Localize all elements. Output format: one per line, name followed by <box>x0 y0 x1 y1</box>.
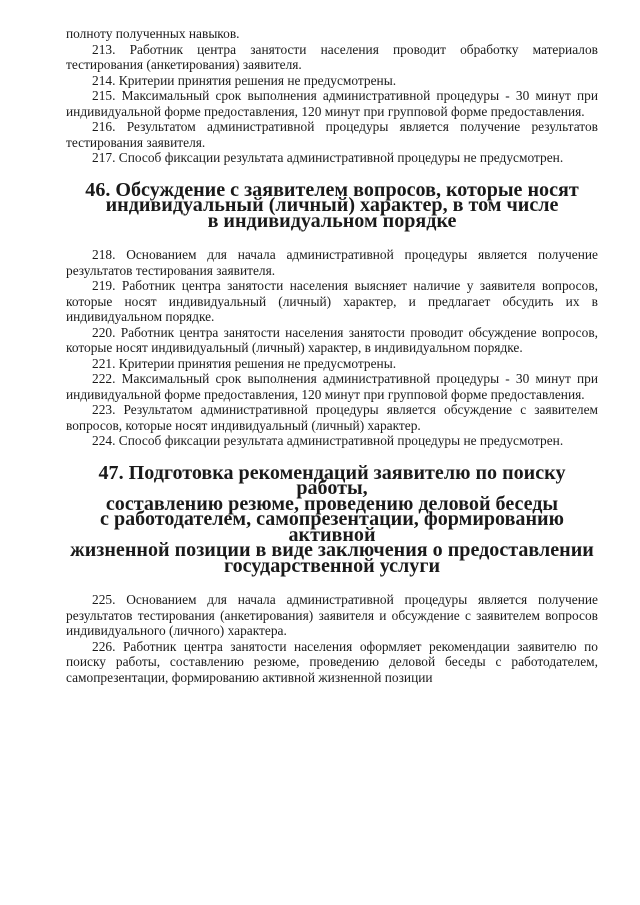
paragraph-220: 220. Работник центра занятости населения занятости проводит обсуждение вопросов, которые носят индивидуальный (личный) характер, в индивидуальном порядке. <box>66 324 598 355</box>
section-46-heading-line: в индивидуальном порядке <box>207 209 457 232</box>
paragraph-225: 225. Основанием для начала административной процедуры является получение результатов тестирования (анкетирования) заявителя и обсуждение с заявителем вопросов индивидуального (личного) характера. <box>66 592 598 638</box>
section-47-heading-line: 47. Подготовка рекомендаций заявителю по поиску работы, <box>98 461 566 499</box>
document-page <box>66 26 598 685</box>
paragraph-continuation: полноту полученных навыков. <box>66 26 240 41</box>
section-47-heading-line: государственной услуги <box>223 554 441 577</box>
paragraph-226: 226. Работник центра занятости населения оформляет рекомендации заявителю по поиску работы, составлению резюме, проведению деловой беседы с работодателем, самопрезентации, формированию активной жизненной позиции <box>66 638 598 685</box>
section-46-heading-line: индивидуальный (личный) характер, в том числе <box>105 194 559 216</box>
section-46-heading-line: 46. Обсуждение с заявителем вопросов, которые носят <box>85 178 579 201</box>
paragraph-221: 221. Критерии принятия решения не предусмотрены. <box>92 355 397 371</box>
paragraph-216: 216. Результатом административной процедуры является получение результатов тестирования заявителя. <box>66 119 598 150</box>
paragraph-219: 219. Работник центра занятости населения выясняет наличие у заявителя вопросов, которые носят индивидуальный (личный) характер, и предлагает обсудить их в индивидуальном порядке. <box>66 278 598 324</box>
section-47-heading-line: с работодателем, самопрезентации, формированию активной <box>100 508 564 546</box>
section-47-heading-line: составлению резюме, проведению деловой беседы <box>105 492 559 515</box>
paragraph-213: 213. Работник центра занятости населения проводит обработку материалов тестирования (анкетирования) заявителя. <box>66 41 598 72</box>
paragraph-218: 218. Основанием для начала административной процедуры является получение результатов тестирования заявителя. <box>66 247 598 278</box>
paragraph-217: 217. Способ фиксации результата административной процедуры не предусмотрен. <box>92 150 564 165</box>
section-46-heading <box>66 178 598 232</box>
section-47-heading-line: жизненной позиции в виде заключения о предоставлении <box>70 539 594 561</box>
paragraph-223: 223. Результатом административной процедуры является обсуждение с заявителем вопросов, которые носят индивидуальный (личный) характер. <box>66 402 598 433</box>
paragraph-222: 222. Максимальный срок выполнения административной процедуры - 30 минут при индивидуальной форме предоставления, 120 минут при групповой форме предоставления. <box>66 371 598 402</box>
paragraph-214: 214. Критерии принятия решения не предусмотрены. <box>92 72 397 88</box>
paragraph-224: 224. Способ фиксации результата административной процедуры не предусмотрен. <box>92 433 564 448</box>
section-47-heading <box>66 461 598 577</box>
paragraph-215: 215. Максимальный срок выполнения административной процедуры - 30 минут при индивидуальной форме предоставления, 120 минут при групповой форме предоставления. <box>66 88 598 119</box>
